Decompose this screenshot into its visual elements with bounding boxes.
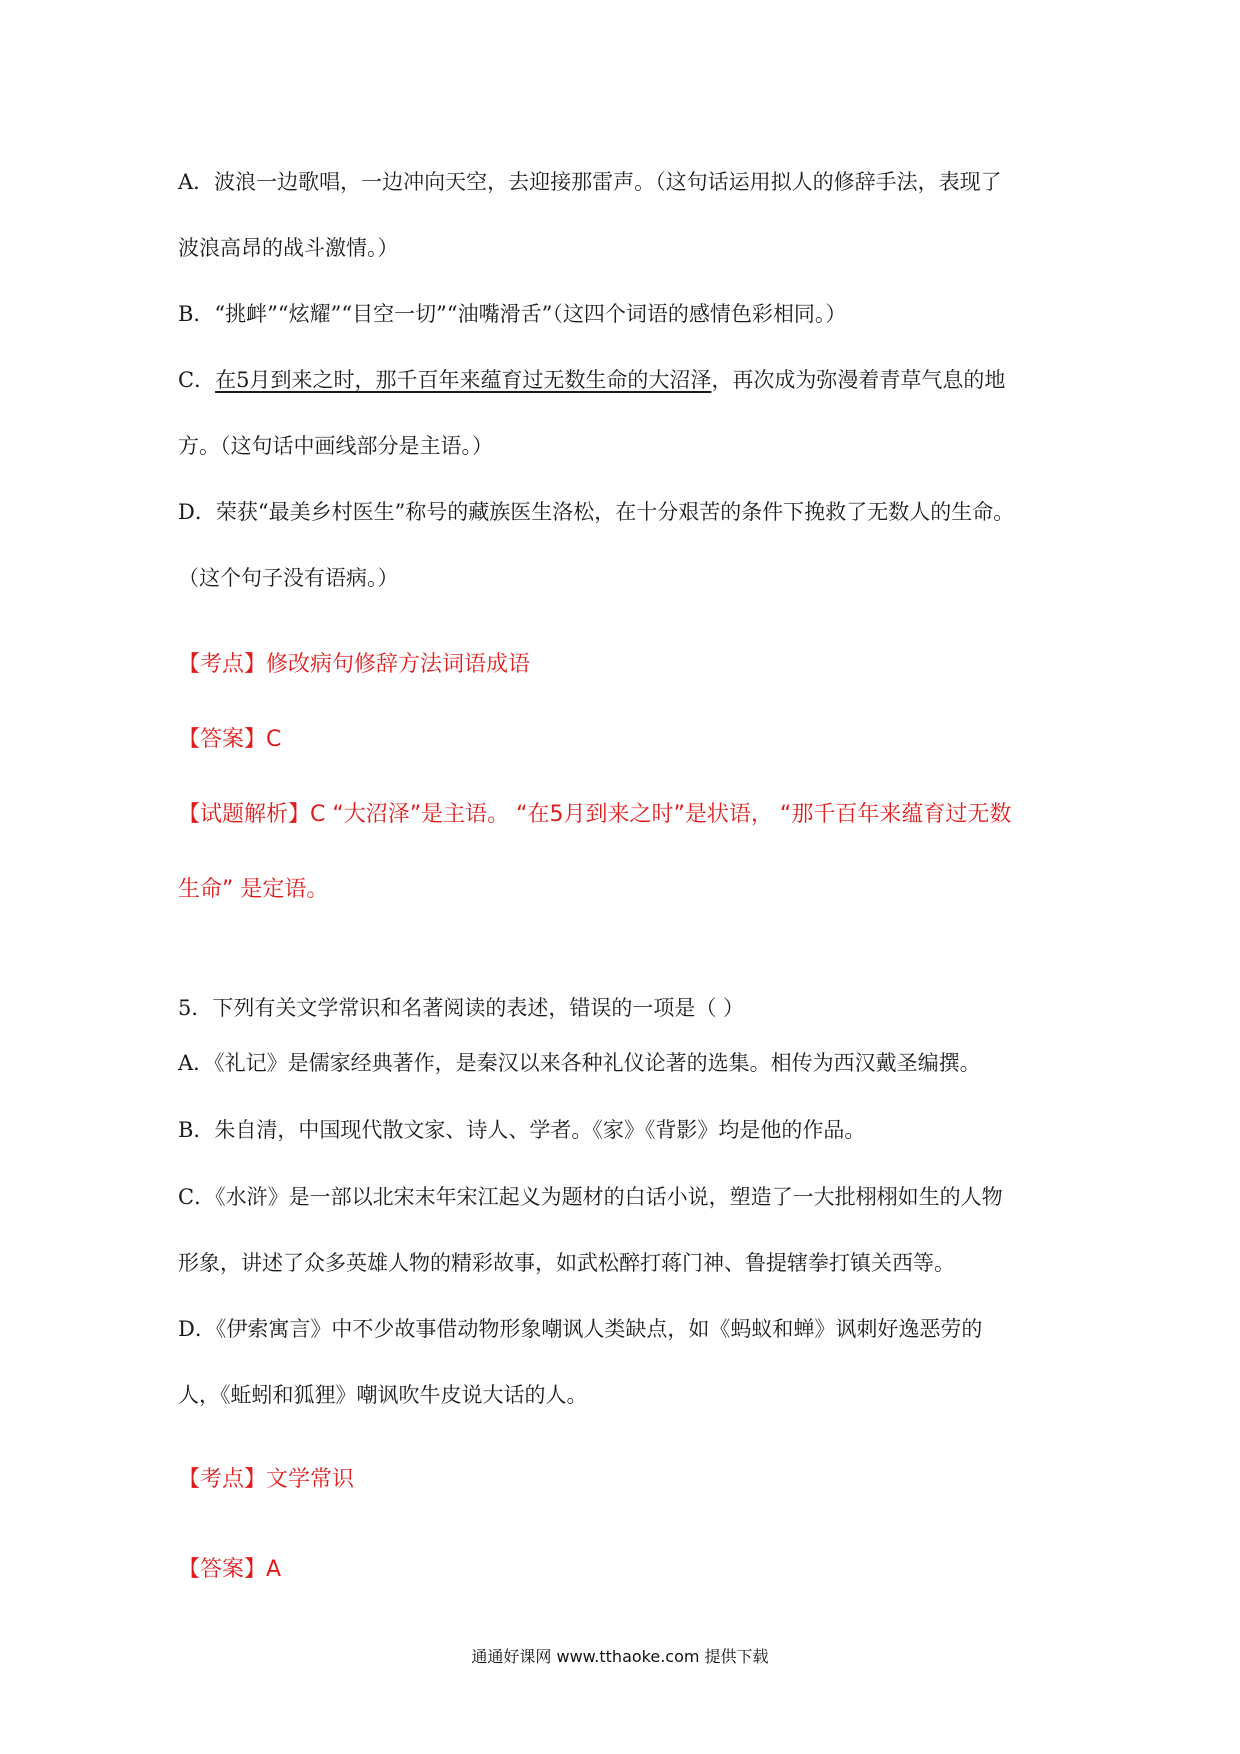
- q4-kaodian: 【考点】修改病句修辞方法词语成语: [178, 652, 531, 677]
- q5-stem: 5．下列有关文学常识和名著阅读的表述，错误的一项是（ ）: [178, 996, 745, 1020]
- page-footer: 通通好课网 www.tthaoke.com 提供下载: [471, 1647, 769, 1666]
- q4-option-c-suffix: ，再次成为弥漫着青草气息的地: [711, 368, 1006, 392]
- q4-option-b: B．“挑衅”“炫耀”“目空一切”“油嘴滑舌”（这四个词语的感情色彩相同。）: [178, 302, 847, 326]
- q5-option-a: A．《礼记》是儒家经典著作，是秦汉以来各种礼仪论著的选集。相传为西汉戴圣编撰。: [178, 1051, 981, 1075]
- q4-analysis-line2: 生命” 是定语。: [178, 877, 329, 902]
- q4-answer: 【答案】C: [178, 727, 282, 752]
- q4-option-c-prefix: C．: [178, 368, 216, 392]
- q5-kaodian: 【考点】文学常识: [178, 1467, 355, 1492]
- q4-analysis-line1: 【试题解析】C “大沼泽”是主语。 “在5月到来之时”是状语， “那千百年来蕴育过无数: [178, 802, 1012, 827]
- q4-option-c-line1: [178, 366, 1005, 394]
- q5-option-d-line2: 人，《蚯蚓和狐狸》嘲讽吹牛皮说大话的人。: [178, 1383, 588, 1407]
- q4-option-c-line2: 方。（这句话中画线部分是主语。）: [178, 434, 493, 458]
- q5-option-b: B．朱自清，中国现代散文家、诗人、学者。《家》《背影》均是他的作品。: [178, 1118, 866, 1142]
- q5-answer: 【答案】A: [178, 1557, 282, 1582]
- q4-option-d-line2: （这个句子没有语病。）: [178, 566, 399, 590]
- q4-option-a-line2: 波浪高昂的战斗激情。）: [178, 236, 399, 260]
- q5-option-c-line2: 形象，讲述了众多英雄人物的精彩故事，如武松醉打蒋门神、鲁提辖拳打镇关西等。: [178, 1251, 955, 1275]
- q5-option-d-line1: D．《伊索寓言》中不少故事借动物形象嘲讽人类缺点，如《蚂蚁和蝉》讽刺好逸恶劳的: [178, 1317, 983, 1341]
- q4-option-d-line1: D．荣获“最美乡村医生”称号的藏族医生洛松，在十分艰苦的条件下挽救了无数人的生命。: [178, 500, 1015, 524]
- q4-option-a-line1: A．波浪一边歌唱，一边冲向天空，去迎接那雷声。（这句话运用拟人的修辞手法，表现了: [178, 170, 1002, 194]
- q4-option-c-underlined: 在5月到来之时，那千百年来蕴育过无数生命的大沼泽: [215, 368, 712, 392]
- q5-option-c-line1: C．《水浒》是一部以北宋末年宋江起义为题材的白话小说，塑造了一大批栩栩如生的人物: [178, 1185, 1003, 1209]
